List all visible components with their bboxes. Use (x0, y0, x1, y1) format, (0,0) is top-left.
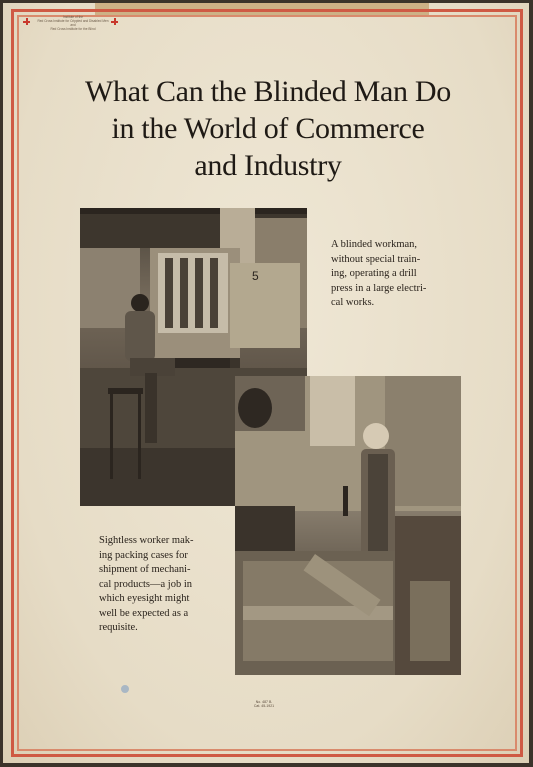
caption-line: ing packing cases for (99, 549, 188, 561)
caption-line: shipment of mechani- (99, 564, 191, 575)
poster (3, 3, 529, 763)
caption-line: ing, operating a drill (331, 268, 417, 279)
stamp-line: No. 487 B. (255, 700, 273, 704)
institute-header-line: Red Cross Institute for Crippled and Disabled Men (37, 19, 109, 23)
drill-press-caption (331, 238, 461, 311)
title-line: What Can the Blinded Man Do (85, 75, 451, 108)
poster-title (33, 73, 503, 184)
packing-case-caption (99, 534, 229, 636)
caption-line: cal products—a job in (99, 578, 193, 590)
institute-header-line: Red Cross Institute for the Blind (50, 27, 96, 31)
title-line: in the World of Commerce (111, 112, 425, 145)
caption-line: press in a large electri- (331, 282, 427, 294)
packing-case-illustration (235, 376, 461, 675)
institute-header (23, 15, 123, 37)
svg-text:5: 5 (252, 269, 259, 283)
caption-line: well be expected as a (99, 607, 189, 619)
caption-line: Sightless worker mak- (99, 535, 194, 546)
institute-header-line: Institute of the (62, 15, 84, 19)
caption-line: without special train- (331, 253, 421, 265)
thumbtack-icon (121, 685, 129, 693)
catalog-stamp (253, 700, 275, 708)
caption-line: which eyesight might (99, 593, 190, 604)
caption-line: requisite. (99, 622, 138, 633)
institute-header-line: and (70, 23, 76, 27)
title-line: and Industry (194, 149, 342, 182)
stamp-line: Cat. 45-1921 (253, 704, 275, 708)
packing-case-photo (235, 376, 461, 675)
caption-line: cal works. (331, 297, 375, 308)
caption-line: A blinded workman, (331, 239, 418, 250)
